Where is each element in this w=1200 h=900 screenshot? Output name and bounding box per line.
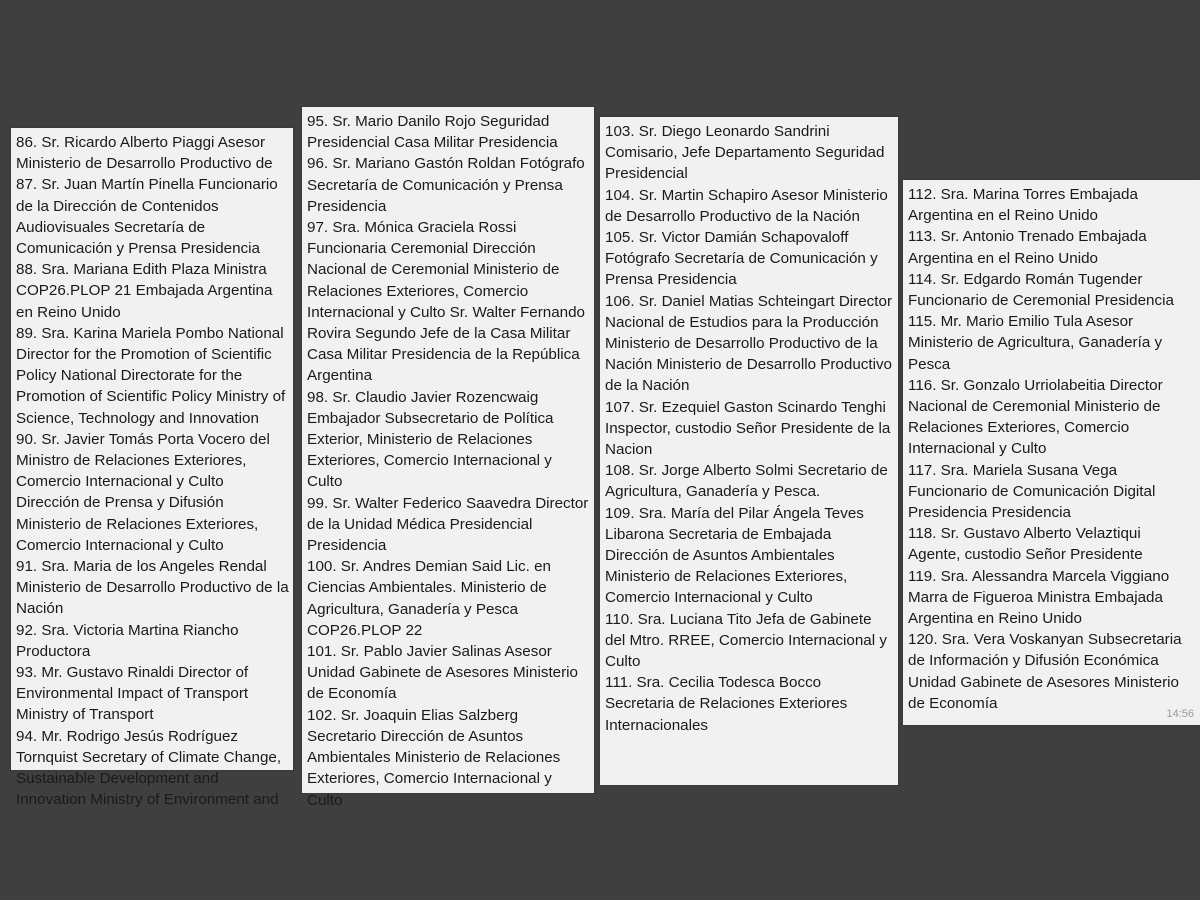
list-item: 98. Sr. Claudio Javier Rozencwaig Embajador Subsecretario de Política Exterior, Ministerio de Relaciones Exteriores, Comercio Internacional y Culto [307,388,554,491]
list-item: 116. Sr. Gonzalo Urriolabeitia Director Nacional de Ceremonial Ministerio de Relaciones Exteriores, Comercio Internacional y Culto [908,376,1163,458]
list-item: 109. Sra. María del Pilar Ángela Teves Libarona Secretaria de Embajada Dirección de Asuntos Ambientales Ministerio de Relaciones Exteriores, Comercio Internacional y Culto [605,504,864,607]
message-timestamp: 14:56 [1166,708,1194,720]
list-item: 106. Sr. Daniel Matias Schteingart Director Nacional de Estudios para la Producción Ministerio de Desarrollo Productivo de la Nación Ministerio de Desarrollo Productivo de la Nación [605,292,893,395]
list-panel-4 [903,180,1200,725]
list-item: 110. Sra. Luciana Tito Jefa de Gabinete del Mtro. RREE, Comercio Internacional y Culto [605,610,887,671]
list-panel-2 [302,107,594,809]
list-item: 86. Sr. Ricardo Alberto Piaggi Asesor Ministerio de Desarrollo Productivo de [16,134,273,173]
list-item: 96. Sr. Mariano Gastón Roldan Fotógrafo Secretaría de Comunicación y Prensa Presidencia [307,155,585,215]
list-item: 99. Sr. Walter Federico Saavedra Director de la Unidad Médica Presidencial Presidencia [307,494,589,555]
list-item: 94. Mr. Rodrigo Jesús Rodríguez Tornquist Secretary of Climate Change, Sustainable Development and Innovation Ministry of Environment and [16,727,282,809]
list-item: 118. Sr. Gustavo Alberto Velaztiqui Agente, custodio Señor Presidente [908,525,1143,564]
list-item: 104. Sr. Martin Schapiro Asesor Ministerio de Desarrollo Productivo de la Nación [605,186,888,225]
list-item: 107. Sr. Ezequiel Gaston Scinardo Tenghi Inspector, custodio Señor Presidente de la Nacion [605,398,891,459]
list-item: 114. Sr. Edgardo Román Tugender Funcionario de Ceremonial Presidencia [908,270,1174,310]
list-item: 101. Sr. Pablo Javier Salinas Asesor Unidad Gabinete de Asesores Ministerio de Economía [307,643,578,703]
list-item: 103. Sr. Diego Leonardo Sandrini Comisario, Jefe Departamento Seguridad Presidencial [605,123,885,183]
list-item: 90. Sr. Javier Tomás Porta Vocero del Ministro de Relaciones Exteriores, Comercio Internacional y Culto Dirección de Prensa y Difusión Ministerio de Relaciones Exteriores, Comercio Internacional y Culto [16,430,270,554]
list-item: 91. Sra. Maria de los Angeles Rendal Ministerio de Desarrollo Productivo de la Nación [16,558,289,618]
list-item: 113. Sr. Antonio Trenado Embajada Argentina en el Reino Unido [908,228,1147,267]
list-item: 120. Sra. Vera Voskanyan Subsecretaria de Información y Difusión Económica Unidad Gabinete de Asesores Ministerio de Economía [908,631,1182,712]
list-item: 97. Sra. Mónica Graciela Rossi Funcionaria Ceremonial Dirección Nacional de Ceremonial Ministerio de Relaciones Exteriores, Comercio Internacional y Culto Sr. Walter Fernando Rovira Segundo Jefe de la Casa Militar Casa Militar Presidencia de la República Argentina [307,219,586,385]
list-panel-3 [600,117,898,785]
list-item: 95. Sr. Mario Danilo Rojo Seguridad Presidencial Casa Militar Presidencia [307,113,558,152]
list-item: 102. Sr. Joaquin Elias Salzberg Secretario Dirección de Asuntos Ambientales Ministerio de Relaciones Exteriores, Comercio Internacional y Culto [307,706,561,809]
list-item: 117. Sra. Mariela Susana Vega Funcionario de Comunicación Digital Presidencia Presidencia [908,461,1156,522]
list-item: 89. Sra. Karina Mariela Pombo National Director for the Promotion of Scientific Policy National Directorate for the Promotion of Scientific Policy Ministry of Science, Technology and Innovation [16,324,286,427]
list-panel-1 [11,128,293,809]
list-item: 119. Sra. Alessandra Marcela Viggiano Marra de Figueroa Ministra Embajada Argentina en Reino Unido [908,567,1170,628]
list-item: 112. Sra. Marina Torres Embajada Argentina en el Reino Unido [908,186,1138,225]
list-item: 93. Mr. Gustavo Rinaldi Director of Environmental Impact of Transport Ministry of Transport [16,664,249,724]
list-item: 111. Sra. Cecilia Todesca Bocco Secretaria de Relaciones Exteriores Internacionales [605,674,848,734]
list-item: 100. Sr. Andres Demian Said Lic. en Ciencias Ambientales. Ministerio de Agricultura, Ganadería y Pesca COP26.PLOP 22 [307,558,551,639]
list-item: 87. Sr. Juan Martín Pinella Funcionario de la Dirección de Contenidos Audiovisuales Secretaría de Comunicación y Prensa Presidencia [16,176,278,258]
list-item: 92. Sra. Victoria Martina Riancho Productora [16,621,239,660]
list-item: 88. Sra. Mariana Edith Plaza Ministra COP26.PLOP 21 Embajada Argentina en Reino Unido [16,261,273,321]
list-item: 108. Sr. Jorge Alberto Solmi Secretario de Agricultura, Ganadería y Pesca. [605,462,888,501]
list-item: 105. Sr. Victor Damián Schapovaloff Fotógrafo Secretaría de Comunicación y Prensa Presidencia [605,229,878,289]
list-item: 115. Mr. Mario Emilio Tula Asesor Ministerio de Agricultura, Ganadería y Pesca [908,313,1163,373]
